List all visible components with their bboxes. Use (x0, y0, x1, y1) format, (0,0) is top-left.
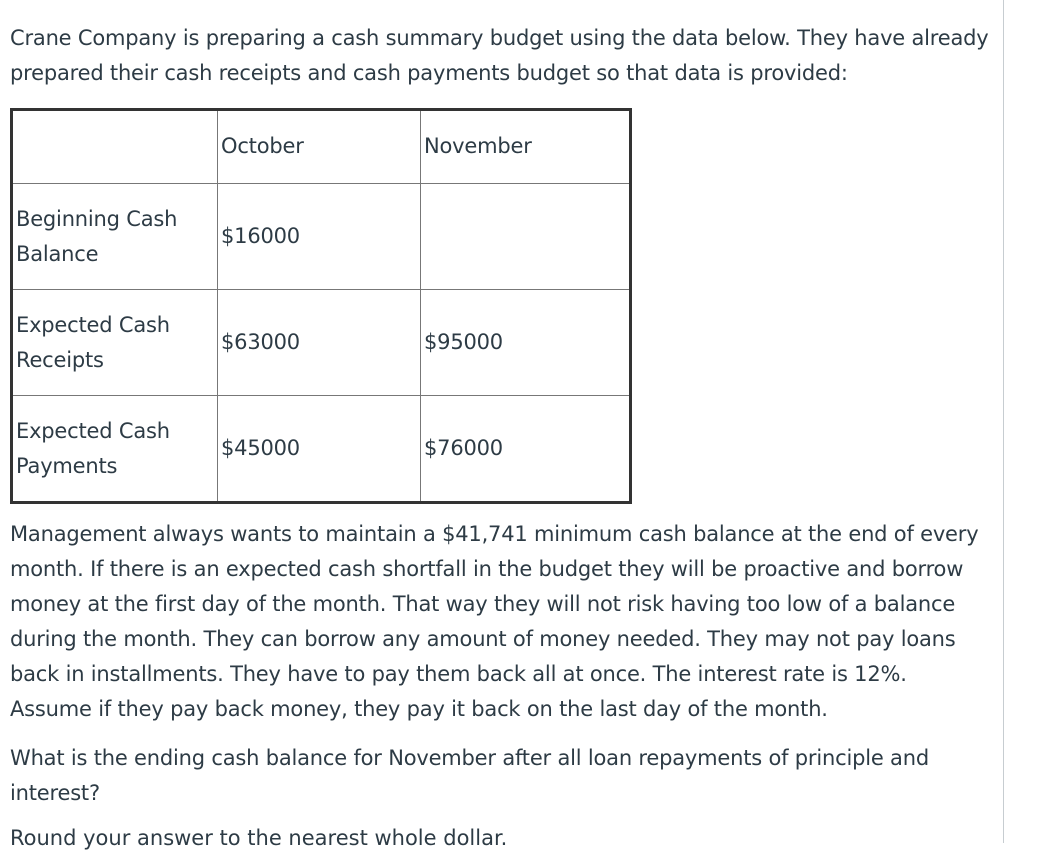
rounding-note: Round your answer to the nearest whole dollar. (10, 826, 508, 850)
management-line: Management always wants to maintain a $41,741 minimum cash balance at the end of every (10, 522, 979, 546)
cell-receipts-october: $63000 (218, 290, 421, 396)
table-row (12, 290, 631, 396)
intro-paragraph (10, 21, 989, 91)
management-line: during the month. They can borrow any amount of money needed. They may not pay loans (10, 627, 956, 651)
table-row (12, 396, 631, 503)
management-line: Assume if they pay back money, they pay it back on the last day of the month. (10, 697, 828, 721)
header-cell-november: November (421, 110, 631, 184)
intro-line-2: prepared their cash receipts and cash payments budget so that data is provided: (10, 61, 848, 85)
intro-line-1: Crane Company is preparing a cash summary budget using the data below. They have already (10, 26, 989, 50)
content-right-border (1003, 0, 1004, 843)
management-paragraph (10, 517, 978, 727)
question-line-1: What is the ending cash balance for November after all loan repayments of principle and (10, 746, 929, 770)
row-label-expected-receipts: Expected Cash Receipts (12, 290, 218, 396)
table-row (12, 184, 631, 290)
row-label-beginning-cash: Beginning Cash Balance (12, 184, 218, 290)
question-paragraph (10, 741, 929, 811)
cash-budget-table (10, 108, 632, 504)
cell-payments-october: $45000 (218, 396, 421, 503)
management-line: money at the first day of the month. That way they will not risk having too low of a balance (10, 592, 956, 616)
cell-beginning-cash-october: $16000 (218, 184, 421, 290)
row-label-expected-payments: Expected Cash Payments (12, 396, 218, 503)
cell-beginning-cash-november (421, 184, 631, 290)
header-cell-october: October (218, 110, 421, 184)
table-header-row (12, 110, 631, 184)
question-line-2: interest? (10, 781, 100, 805)
management-line: back in installments. They have to pay them back all at once. The interest rate is 12%. (10, 662, 907, 686)
management-line: month. If there is an expected cash shortfall in the budget they will be proactive and borrow (10, 557, 964, 581)
cell-receipts-november: $95000 (421, 290, 631, 396)
header-cell-empty (12, 110, 218, 184)
cell-payments-november: $76000 (421, 396, 631, 503)
